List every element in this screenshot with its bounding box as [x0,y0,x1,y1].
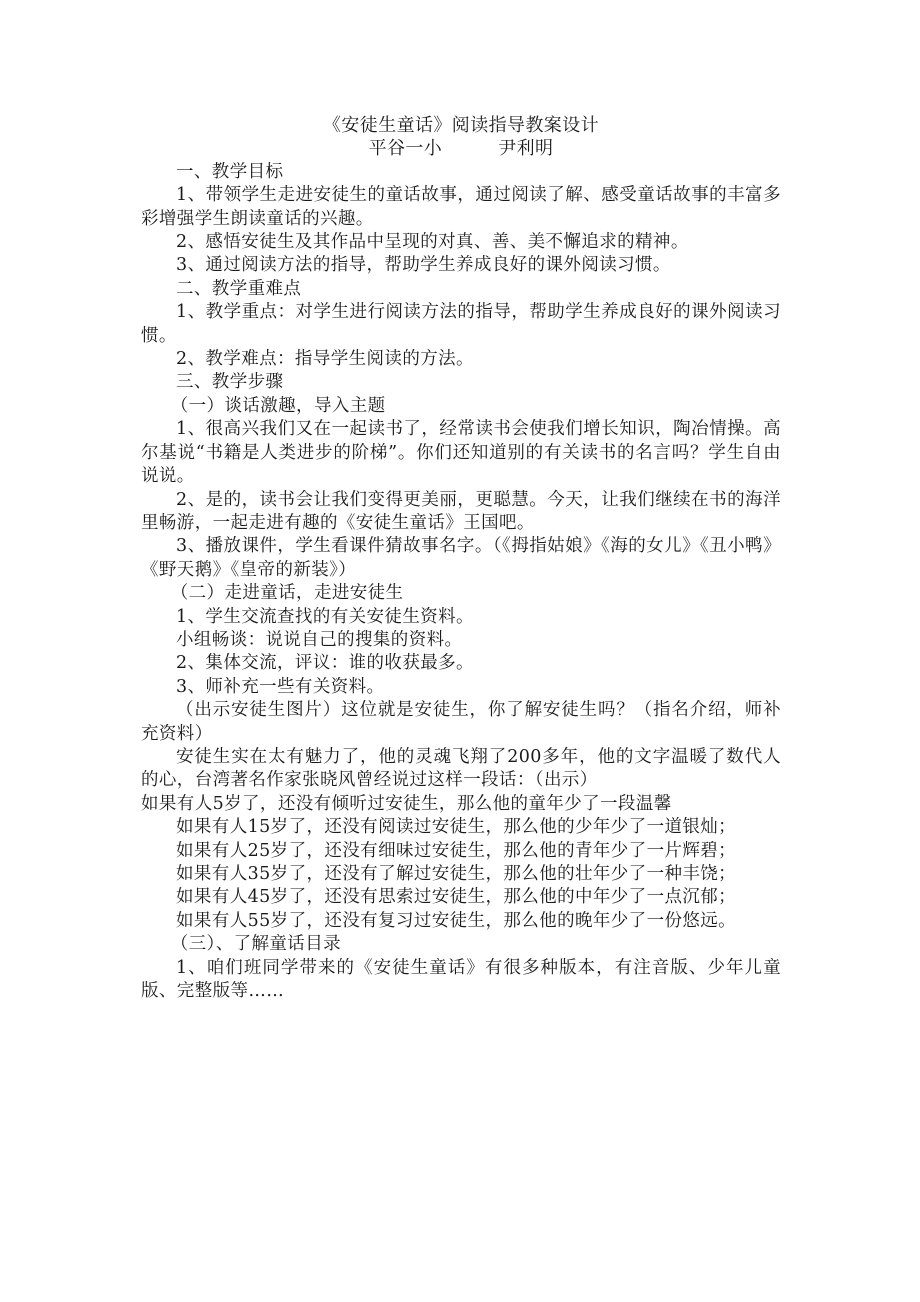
quote-line: 如果有人35岁了，还没有了解过安徒生，那么他的壮年少了一种丰饶； [176,864,737,884]
paragraph: 1、咱们班同学带来的《安徒生童话》有很多种版本，有注音版、少年儿童版、完整版等…… [141,957,781,1002]
paragraph: 小组畅谈：说说自己的搜集的资料。 [176,629,463,650]
subsection-heading: （三）、了解童话目录 [170,934,341,955]
quote-line: 如果有人55岁了，还没有复习过安徒生，那么他的晚年少了一份悠远。 [176,910,737,931]
author-line [141,137,781,160]
document-title: 《安徒生童话》阅读指导教案设计 [323,115,599,136]
section-heading: 三、教学步骤 [176,372,284,393]
quote-line: 如果有人25岁了，还没有细味过安徒生，那么他的青年少了一片辉碧； [176,840,737,861]
section-heading: 二、教学重难点 [176,278,302,299]
paragraph: 1、教学重点：对学生进行阅读方法的指导，帮助学生养成良好的课外阅读习惯。 [141,302,781,346]
section-heading: 一、教学目标 [176,161,284,182]
quote-line: 如果有人5岁了，还没有倾听过安徒生，那么他的童年少了一段温馨 [141,793,672,814]
paragraph: 2、集体交流，评议：谁的收获最多。 [176,653,474,674]
quote-line: 如果有人15岁了，还没有阅读过安徒生，那么他的少年少了一道银灿； [176,817,737,838]
paragraph: 3、通过阅读方法的指导，帮助学生养成良好的课外阅读习惯。 [176,255,671,276]
paragraph: 1、带领学生走进安徒生的童话故事，通过阅读了解、感受童话故事的丰富多彩增强学生朗读童话的兴趣。 [141,185,781,229]
author-name: 尹利明 [498,138,554,160]
paragraph: （出示安徒生图片）这位就是安徒生，你了解安徒生吗？（指名介绍，师补充资料） [141,700,781,744]
subsection-heading: （二）走进童话，走进安徒生 [170,583,404,604]
paragraph: 3、播放课件，学生看课件猜故事名字。（《拇指姑娘》《海的女儿》《丑小鸭》《野天鹅》《皇帝的新装》） [141,536,781,580]
document-body [141,114,781,1003]
paragraph: 2、教学难点：指导学生阅读的方法。 [176,349,474,370]
paragraph: 1、学生交流查找的有关安徒生资料。 [176,606,474,627]
paragraph: 安徒生实在太有魅力了，他的灵魂飞翔了200多年，他的文字温暖了数代人的心，台湾著名作家张晓风曾经说过这样一段话：（出示） [141,746,781,791]
paragraph: 1、很高兴我们又在一起读书了，经常读书会使我们增长知识，陶冶情操。高尔基说“书籍是人类进步的阶梯”。你们还知道别的有关读书的名言吗？学生自由说说。 [141,419,781,487]
paragraph: 2、是的，读书会让我们变得更美丽，更聪慧。今天，让我们继续在书的海洋里畅游，一起走进有趣的《安徒生童话》王国吧。 [141,489,781,533]
school-name: 平谷一小 [368,138,443,160]
paragraph: 3、师补充一些有关资料。 [176,676,385,697]
subsection-heading: （一）谈话激趣，导入主题 [170,395,386,416]
quote-line: 如果有人45岁了，还没有思索过安徒生，那么他的中年少了一点沉郁； [176,887,737,908]
paragraph: 2、感悟安徒生及其作品中呈现的对真、善、美不懈追求的精神。 [176,232,689,253]
